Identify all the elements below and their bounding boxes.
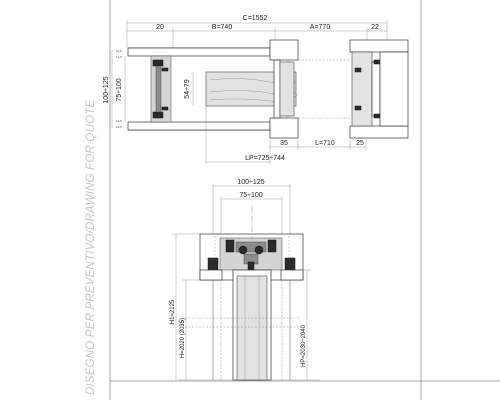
plaster-bottom (128, 122, 270, 130)
dim-b-label: B=740 (211, 24, 233, 31)
dim-leaf-height: HP=2030÷2040 (301, 325, 307, 367)
small-label: 10,5 (116, 119, 122, 123)
small-label: 10,5 (116, 49, 122, 53)
roller-wheel (255, 246, 263, 254)
section-view (170, 179, 320, 380)
dim-leaf-width: LP=725÷744 (245, 155, 285, 162)
dim-opening-height: H=2020 (2035) (180, 317, 186, 359)
dim-a-label: A=770 (309, 24, 331, 31)
roller-wheel (239, 246, 247, 254)
frame-part (350, 126, 408, 138)
section-dim-wall-outer: 100÷125 (237, 179, 265, 186)
dim-c-label: C=1552 (242, 15, 268, 22)
plaster-top (128, 48, 270, 56)
frame-part (372, 62, 380, 116)
jamb-wood (280, 62, 294, 116)
jamb-part (270, 118, 298, 138)
sliding-track (208, 238, 295, 272)
dim-leaf-thickness: 54÷79 (184, 79, 191, 99)
counterframe-left-profile (151, 56, 171, 122)
small-label: 12,5 (116, 125, 122, 129)
hanger-bolt (248, 262, 254, 270)
dim-jamb-depth: 25 (356, 140, 364, 147)
profile-part (153, 60, 163, 66)
frame-stop (374, 114, 380, 118)
pocket-jamb-right (270, 40, 298, 138)
watermark-text: DISEGNO PER PREVENTIVO/DRAWING FOR QUOTE (85, 99, 97, 395)
dim-total-height: H1=2125 (170, 299, 176, 325)
frame-stop (374, 60, 380, 64)
frame-right-profile (350, 40, 408, 138)
frame-wood (352, 52, 372, 126)
dim-wall-inner: 75÷100 (116, 78, 123, 102)
plan-view (103, 15, 408, 164)
door-leaf-core (237, 276, 267, 380)
profile-part (162, 107, 168, 110)
track-part (226, 240, 234, 252)
frame-part (380, 52, 408, 126)
profile-part (162, 68, 168, 71)
profile-part (153, 112, 163, 118)
track-part (268, 240, 276, 252)
dim-wall-outer: 100÷125 (103, 76, 110, 104)
trim-right (281, 270, 303, 280)
dim-left-offset: 20 (156, 24, 164, 31)
dim-right-offset: 22 (371, 24, 379, 31)
jamb-part (274, 60, 280, 118)
profile-part (156, 66, 161, 112)
dim-gap: 35 (280, 140, 288, 147)
trim-left (200, 270, 222, 280)
section-dim-wall-inner: 75÷100 (239, 192, 263, 199)
frame-detail (355, 106, 361, 110)
frame-part (350, 40, 408, 52)
frame-detail (355, 68, 361, 72)
jamb-part (270, 40, 298, 60)
small-label: 12,5 (116, 55, 122, 59)
dim-light-width: L=710 (315, 140, 335, 147)
